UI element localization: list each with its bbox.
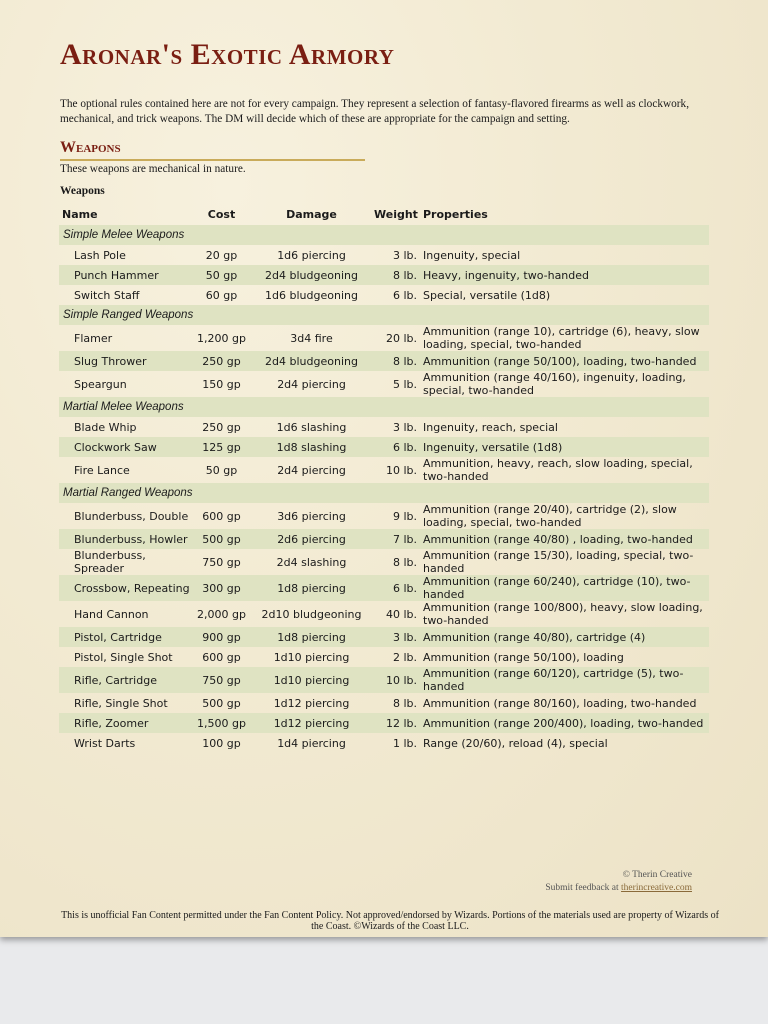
cell-cost: 20 gp <box>205 248 238 262</box>
table-row <box>59 667 709 693</box>
cell-damage: 1d6 piercing <box>277 248 346 262</box>
table-row <box>59 647 709 667</box>
header-properties: Properties <box>423 207 488 221</box>
cell-weight: 7 lb. <box>392 532 417 546</box>
table-row <box>59 627 709 647</box>
cell-cost: 900 gp <box>202 630 241 644</box>
cell-properties: Ammunition (range 40/160), ingenuity, loading, special, two-handed <box>423 371 686 397</box>
header-weight: Weight <box>374 207 418 221</box>
cell-properties: Ingenuity, versatile (1d8) <box>423 440 563 454</box>
cell-weight: 8 lb. <box>392 696 417 710</box>
cell-weight: 3 lb. <box>392 630 417 644</box>
cell-name: Flamer <box>74 331 113 345</box>
table-row <box>59 601 709 627</box>
cell-weight: 6 lb. <box>392 440 417 454</box>
cell-damage: 2d4 piercing <box>277 377 346 391</box>
cell-cost: 1,200 gp <box>197 331 246 345</box>
cell-properties: Ammunition (range 80/160), loading, two-handed <box>423 696 697 710</box>
cell-cost: 300 gp <box>202 581 241 595</box>
cell-cost: 100 gp <box>202 736 241 750</box>
cell-weight: 2 lb. <box>392 650 417 664</box>
cell-damage: 3d6 piercing <box>277 509 346 523</box>
table-row <box>59 245 709 265</box>
cell-name: Blunderbuss, Spreader <box>74 549 146 575</box>
table-row <box>59 549 709 575</box>
table-row <box>59 351 709 371</box>
intro-paragraph: The optional rules contained here are not for every campaign. They represent a selection of fantasy-flavored firearms as well as clockwork, mechanical, and trick weapons. The DM will decide which of these are appropriate for the campaign and setting. <box>60 98 690 125</box>
cell-damage: 1d4 piercing <box>277 736 346 750</box>
cell-cost: 500 gp <box>202 696 241 710</box>
table-header-row <box>59 203 709 225</box>
cell-properties: Ammunition (range 20/40), cartridge (2), slow loading, special, two-handed <box>423 503 677 529</box>
cell-name: Fire Lance <box>74 463 130 477</box>
cell-weight: 6 lb. <box>392 581 417 595</box>
cell-properties: Ammunition, heavy, reach, slow loading, special, two-handed <box>423 457 693 483</box>
header-cost: Cost <box>207 207 236 221</box>
section-description: These weapons are mechanical in nature. <box>60 163 246 175</box>
cell-name: Lash Pole <box>74 248 126 262</box>
cell-name: Hand Cannon <box>74 607 149 621</box>
cell-name: Pistol, Single Shot <box>74 650 173 664</box>
cell-weight: 40 lb. <box>385 607 417 621</box>
table-row <box>59 693 709 713</box>
cell-damage: 1d10 piercing <box>273 650 350 664</box>
category-row: Martial Melee Weapons <box>59 397 709 417</box>
table-row <box>59 575 709 601</box>
table-row <box>59 325 709 351</box>
cell-damage: 3d4 fire <box>290 331 333 345</box>
copyright-text: © Therin Creative <box>622 870 692 880</box>
cell-cost: 600 gp <box>202 650 241 664</box>
cell-properties: Ammunition (range 50/100), loading, two-handed <box>423 354 697 368</box>
cell-weight: 5 lb. <box>392 377 417 391</box>
footer-credit <box>545 869 692 895</box>
cell-damage: 2d4 bludgeoning <box>265 354 358 368</box>
cell-cost: 500 gp <box>202 532 241 546</box>
cell-damage: 1d8 slashing <box>276 440 347 454</box>
cell-properties: Ammunition (range 40/80), cartridge (4) <box>423 630 646 644</box>
cell-cost: 50 gp <box>205 463 238 477</box>
section-heading: Weapons <box>60 139 365 161</box>
cell-name: Blade Whip <box>74 420 137 434</box>
cell-properties: Range (20/60), reload (4), special <box>423 736 608 750</box>
cell-weight: 8 lb. <box>392 268 417 282</box>
cell-properties: Ingenuity, special <box>423 248 521 262</box>
cell-cost: 50 gp <box>205 268 238 282</box>
cell-weight: 6 lb. <box>392 288 417 302</box>
feedback-prefix: Submit feedback at <box>545 883 622 893</box>
cell-name: Speargun <box>74 377 127 391</box>
cell-damage: 1d6 bludgeoning <box>265 288 358 302</box>
cell-properties: Ammunition (range 10), cartridge (6), heavy, slow loading, special, two-handed <box>423 325 700 351</box>
weapons-table <box>59 203 709 753</box>
table-row <box>59 503 709 529</box>
cell-properties: Ammunition (range 15/30), loading, special, two-handed <box>423 549 694 575</box>
cell-cost: 250 gp <box>202 354 241 368</box>
cell-properties: Special, versatile (1d8) <box>423 288 551 302</box>
cell-damage: 2d4 piercing <box>277 463 346 477</box>
cell-damage: 1d8 piercing <box>277 630 346 644</box>
cell-weight: 12 lb. <box>385 716 417 730</box>
cell-weight: 10 lb. <box>385 673 417 687</box>
cell-name: Punch Hammer <box>74 268 159 282</box>
table-row <box>59 285 709 305</box>
table-row <box>59 437 709 457</box>
cell-name: Blunderbuss, Double <box>74 509 189 523</box>
cell-name: Slug Thrower <box>74 354 147 368</box>
table-row <box>59 371 709 397</box>
category-row: Martial Ranged Weapons <box>59 483 709 503</box>
cell-name: Rifle, Cartridge <box>74 673 157 687</box>
header-damage: Damage <box>286 207 337 221</box>
table-caption: Weapons <box>60 185 105 197</box>
table-row <box>59 529 709 549</box>
cell-weight: 8 lb. <box>392 354 417 368</box>
cell-cost: 750 gp <box>202 555 241 569</box>
cell-name: Crossbow, Repeating <box>74 581 190 595</box>
cell-name: Rifle, Zoomer <box>74 716 149 730</box>
cell-damage: 1d8 piercing <box>277 581 346 595</box>
cell-damage: 2d4 slashing <box>276 555 347 569</box>
cell-name: Pistol, Cartridge <box>74 630 162 644</box>
cell-properties: Ingenuity, reach, special <box>423 420 558 434</box>
cell-cost: 1,500 gp <box>197 716 246 730</box>
cell-properties: Ammunition (range 60/240), cartridge (10), two-handed <box>423 575 691 601</box>
cell-name: Wrist Darts <box>74 736 136 750</box>
cell-damage: 1d12 piercing <box>273 716 350 730</box>
table-row <box>59 265 709 285</box>
cell-damage: 1d10 piercing <box>273 673 350 687</box>
cell-name: Blunderbuss, Howler <box>74 532 188 546</box>
table-row <box>59 417 709 437</box>
cell-properties: Ammunition (range 50/100), loading <box>423 650 624 664</box>
cell-damage: 2d10 bludgeoning <box>261 607 362 621</box>
table-row <box>59 457 709 483</box>
cell-weight: 10 lb. <box>385 463 417 477</box>
cell-weight: 20 lb. <box>385 331 417 345</box>
cell-weight: 8 lb. <box>392 555 417 569</box>
cell-weight: 3 lb. <box>392 420 417 434</box>
cell-cost: 250 gp <box>202 420 241 434</box>
cell-properties: Ammunition (range 100/800), heavy, slow loading, two-handed <box>423 601 703 627</box>
cell-damage: 1d6 slashing <box>276 420 347 434</box>
category-row: Simple Ranged Weapons <box>59 305 709 325</box>
cell-properties: Heavy, ingenuity, two-handed <box>423 268 590 282</box>
cell-name: Switch Staff <box>74 288 140 302</box>
feedback-line <box>545 882 692 895</box>
cell-damage: 1d12 piercing <box>273 696 350 710</box>
page-title: Aronar's Exotic Armory <box>60 38 395 71</box>
category-row: Simple Melee Weapons <box>59 225 709 245</box>
cell-cost: 2,000 gp <box>197 607 246 621</box>
feedback-link[interactable]: therincreative.com <box>621 883 692 893</box>
cell-cost: 150 gp <box>202 377 241 391</box>
cell-properties: Ammunition (range 60/120), cartridge (5), two-handed <box>423 667 684 693</box>
cell-weight: 9 lb. <box>392 509 417 523</box>
cell-weight: 1 lb. <box>392 736 417 750</box>
cell-name: Rifle, Single Shot <box>74 696 168 710</box>
table-row <box>59 713 709 733</box>
header-name: Name <box>62 207 98 221</box>
cell-damage: 2d4 bludgeoning <box>265 268 358 282</box>
cell-cost: 60 gp <box>205 288 238 302</box>
table-row <box>59 733 709 753</box>
cell-cost: 600 gp <box>202 509 241 523</box>
cell-properties: Ammunition (range 200/400), loading, two-handed <box>423 716 704 730</box>
cell-cost: 750 gp <box>202 673 241 687</box>
cell-cost: 125 gp <box>202 440 241 454</box>
cell-name: Clockwork Saw <box>74 440 157 454</box>
cell-weight: 3 lb. <box>392 248 417 262</box>
cell-properties: Ammunition (range 40/80) , loading, two-handed <box>423 532 693 546</box>
cell-damage: 2d6 piercing <box>277 532 346 546</box>
legal-notice: This is unofficial Fan Content permitted under the Fan Content Policy. Not approved/endorsed by Wizards. Portions of the materials used are property of Wizards of the Coast. ©Wizards of the Coast LLC. <box>61 910 719 932</box>
